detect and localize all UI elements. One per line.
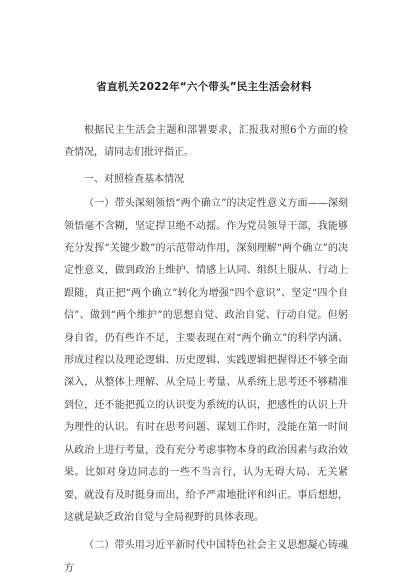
document-body (64, 120, 348, 584)
intro-paragraph: 根据民主生活会主题和部署要求，汇报我对照6个方面的检查情况，请同志们批评指正。 (64, 125, 348, 159)
document-title: 省直机关2022年“六个带头”民主生活会材料 (96, 81, 312, 93)
item-1-paragraph: （一）带头深刻领悟“两个确立”的决定性意义方面——深刻领悟毫不含糊，坚定捍卫绝不动摇。作为党员领导干部，我能够充分发挥“关键少数”的示范带动作用，深刻理解“两个确立”的决定性意义，做到政治上维护、情感上认同、组织上服从、行动上跟随，真正把“两个确立”转化为增强“四个意识”、坚定“四个自信”、做到“两个维护”的思想自觉、政治自觉、行动自觉。但躬身自省，仍有些许不足，主要表现在对“两个确立”的科学内涵、形成过程以及理论逻辑、历史逻辑、实践逻辑把握得还不够全面深入，从整体上理解、从全局上考量、从系统上思考还不够精准到位，还不能把孤立的认识变为系统的认识，把感性的认识上升为理性的认识。有时在思考问题、谋划工作时，没能在第一时间从政治上进行考量，没有充分考虑事物本身的政治因素与政治效果。比如对身边同志的一些不当言行，认为无碍大局、无关紧要，就没有及时挺身而出，给予严肃地批评和纠正。事后想想，这就是缺乏政治自觉与全局视野的具体表现。 (64, 198, 348, 523)
section-heading: 一、对照检查基本情况 (84, 173, 184, 185)
item-2-paragraph: （二）带头用习近平新时代中国特色社会主义思想凝心铸魂方 (64, 540, 348, 574)
